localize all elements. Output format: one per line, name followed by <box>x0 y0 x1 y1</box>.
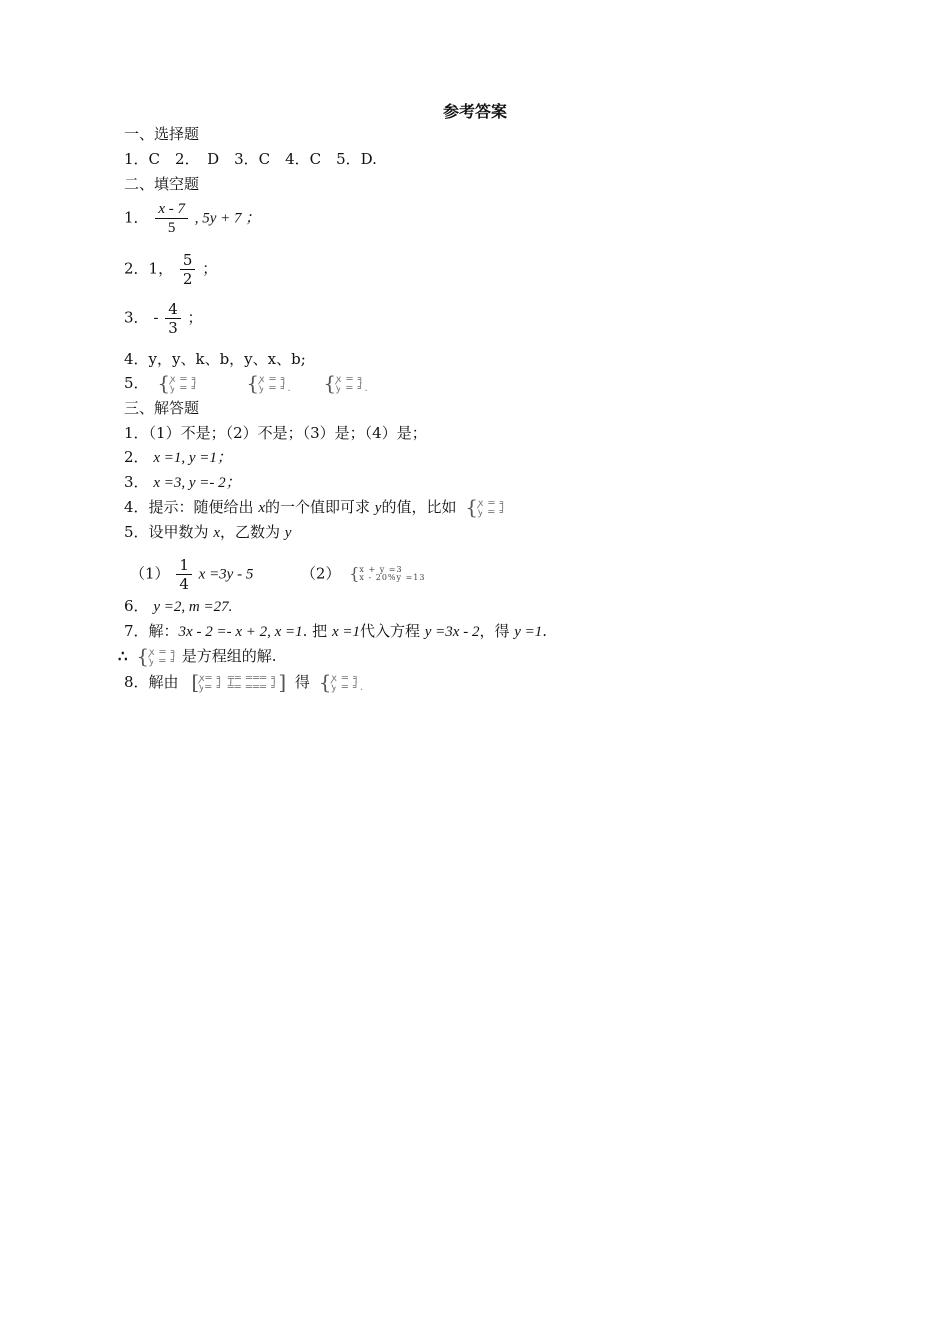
equation-system-image: [ ꭗ═ ╕ ╤═ ═══ ╕ ꭚ═ ╛ ╧═ ═══ ╛ ] <box>191 670 287 694</box>
fill-q1-fraction <box>155 200 188 237</box>
fill-q2-rest: ； <box>202 259 218 278</box>
solve-q4-text-b: 的一个值即可求 <box>264 498 375 516</box>
solve-q7-text-a: 7．解： <box>124 622 179 640</box>
fill-q3-fraction <box>165 300 181 337</box>
solve-q4-text-c: 的值，比如 <box>381 498 457 516</box>
fill-q3-rest: ； <box>187 308 203 327</box>
equation-system-image: { ꭗ ═ ╕ ꭚ ═ ╛. <box>323 371 369 395</box>
solve-q7-text-b: . 把 <box>302 622 332 640</box>
solve-q7-text-c: 代入方程 <box>359 622 425 640</box>
fill-q2-frac-den: 2 <box>182 270 193 288</box>
solve-q5-system-row1: x + y =3 <box>359 564 403 574</box>
solve-q7-math4: y =1 <box>514 624 543 640</box>
solve-q5-part2-label: （2） <box>300 564 341 583</box>
solve-q5-frac-den: 4 <box>179 575 189 593</box>
solve-q1: 1．（1）不是；（2）不是；（3）是；（4）是； <box>124 424 427 442</box>
solve-q7-text-f: 是方程组的解. <box>181 647 277 665</box>
solve-q6-math: y =2, m =27. <box>153 599 233 615</box>
fill-q1-rest: , 5y + 7 ； <box>194 210 261 227</box>
equation-system-image: { ꭗ ═ ╕ ꭚ ═ ╛. <box>246 371 292 395</box>
section-heading-solve: 三、解答题 <box>124 399 200 417</box>
solve-q2 <box>124 447 232 468</box>
solve-q5-part1-label: （1） <box>130 564 170 583</box>
fill-q3 <box>124 300 203 337</box>
solve-q2-num: 2． <box>124 448 149 466</box>
equation-system-image: { ꭗ ═ ╕ ꭚ ═ ╛. <box>318 670 365 694</box>
page-title: 参考答案 <box>442 102 507 121</box>
solve-q4-text-a: 4．提示：随便给出 <box>124 498 259 516</box>
solve-q5-fraction <box>176 556 192 593</box>
solve-q5-equations <box>130 556 429 593</box>
fill-q1 <box>124 200 260 237</box>
equation-system-image: { ꭗ ═ ╕ ꭚ ═ ╛ <box>465 495 507 519</box>
fill-q1-num: 1． <box>124 208 149 227</box>
fill-q2-fraction <box>180 251 196 288</box>
solve-q5-frac-num: 1 <box>176 556 192 575</box>
equation-system-image: { ꭗ ═ ╕ ꭚ ═ ╛ <box>157 371 199 395</box>
solve-q4 <box>124 497 511 518</box>
solve-q5-system: { x + y =3 x - 20%y =13 <box>349 563 426 583</box>
solve-q5-y: y <box>284 525 292 541</box>
solve-q4-y: y <box>374 500 382 516</box>
fill-q3-frac-num: 4 <box>165 300 181 319</box>
fill-q5-num: 5． <box>124 374 149 392</box>
solve-q3 <box>124 472 241 493</box>
solve-q4-x: x <box>258 500 265 516</box>
fill-q1-frac-den: 5 <box>167 220 176 236</box>
fill-q3-minus: - <box>153 308 159 327</box>
fill-q2-frac-num: 5 <box>180 251 196 270</box>
solve-q7 <box>124 621 547 642</box>
equation-system-image: { ꭗ ═ ╕ ꭚ ═ ╛ <box>136 644 178 668</box>
fill-q2 <box>124 251 217 288</box>
solve-q5-equation1: x =3y - 5 <box>198 566 254 583</box>
solve-q5-text-b: ，乙数为 <box>219 523 285 541</box>
solve-q7-conclusion <box>118 646 277 667</box>
section-heading-fill: 二、填空题 <box>124 175 200 193</box>
solve-q7-text-e: . <box>542 622 548 640</box>
solve-q7-math2: x =1 <box>331 624 360 640</box>
solve-q7-text-d: ，得 <box>479 622 515 640</box>
fill-q4: 4．y，y、k、b，y、x、b; <box>124 350 306 368</box>
solve-q6-num: 6． <box>124 597 149 615</box>
fill-q3-frac-den: 3 <box>168 319 178 337</box>
solve-q7-math1: 3x - 2 =- x + 2, x =1 <box>178 624 303 640</box>
solve-q6 <box>124 596 232 617</box>
therefore-symbol: ∴ <box>118 647 128 665</box>
fill-q1-frac-num: x - 7 <box>155 200 188 219</box>
solve-q5-x: x <box>213 525 220 541</box>
solve-q2-math: x =1, y =1； <box>153 450 232 466</box>
solve-q5 <box>124 522 291 543</box>
fill-q5 <box>124 373 373 394</box>
fill-q2-num: 2．1， <box>124 259 174 278</box>
solve-q8-text-b: 得 <box>294 673 310 691</box>
solve-q3-math: x =3, y =- 2； <box>153 475 241 491</box>
fill-q3-num: 3． <box>124 308 149 327</box>
solve-q8 <box>124 672 368 693</box>
solve-q5-text-a: 5．设甲数为 <box>124 523 214 541</box>
solve-q7-math3: y =3x - 2 <box>424 624 480 640</box>
section-heading-choice: 一、选择题 <box>124 125 200 143</box>
solve-q8-text-a: 8．解由 <box>124 673 179 691</box>
choice-answers: 1．C 2． D 3．C 4．C 5．D. <box>124 150 377 168</box>
solve-q5-system-row2: x - 20%y =13 <box>359 572 426 582</box>
solve-q3-num: 3． <box>124 473 149 491</box>
